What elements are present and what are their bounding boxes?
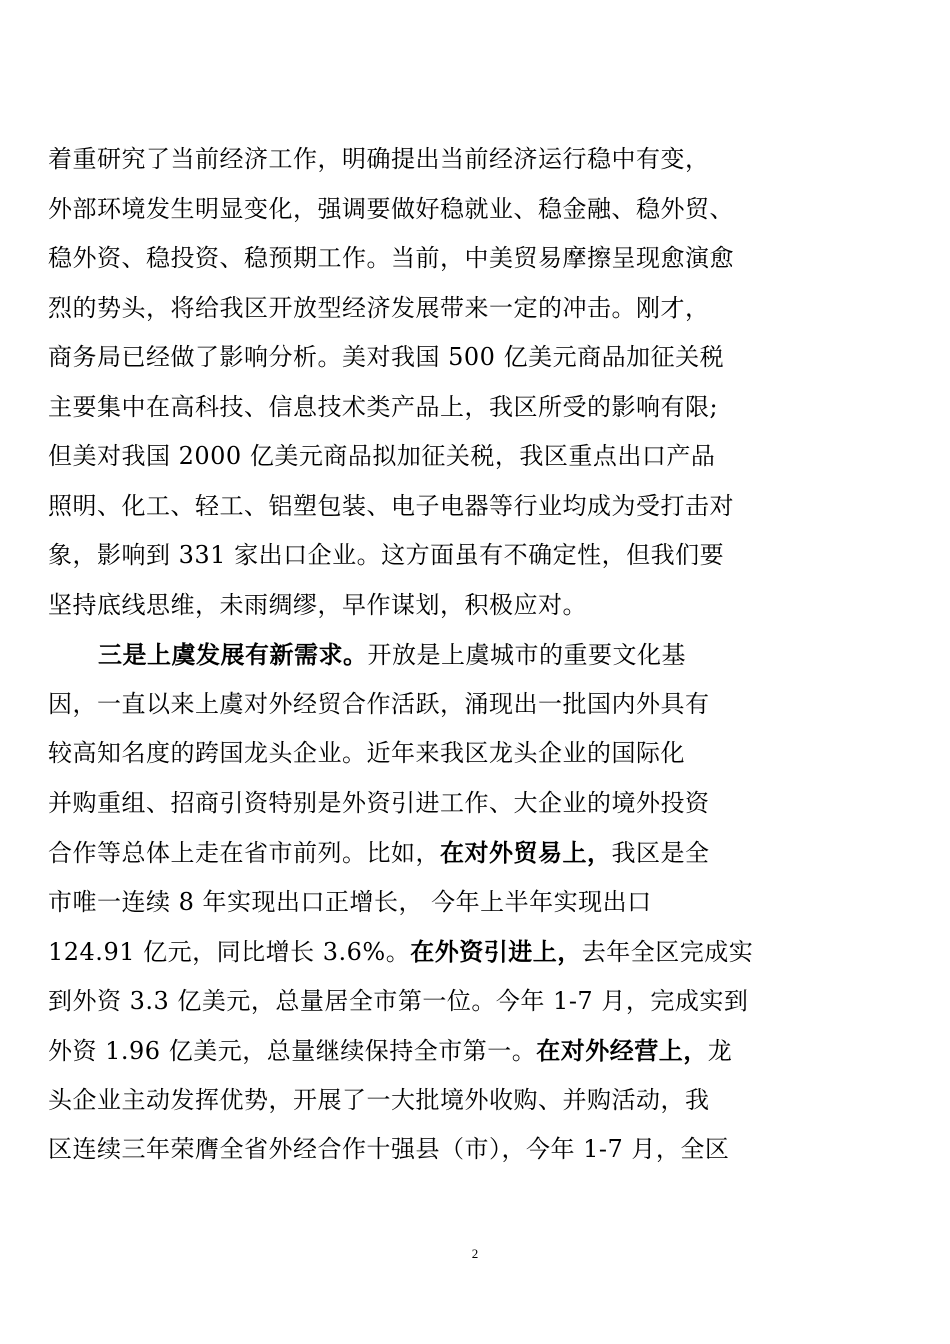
text-line <box>48 581 738 631</box>
text-segment: 去年全区完成实 <box>581 938 754 966</box>
bold-text-segment: 三是上虞发展有新需求。 <box>98 640 368 669</box>
text-line <box>48 1026 738 1076</box>
bold-text-segment: 在外资引进上， <box>410 937 582 966</box>
text-segment: 区连续三年荣膺全省外经合作十强县（市），今年 1-7 月，全区 <box>48 1135 730 1163</box>
text-segment: 稳外资、稳投资、稳预期工作。当前，中美贸易摩擦呈现愈演愈 <box>48 244 734 272</box>
text-segment: 主要集中在高科技、信息技术类产品上，我区所受的影响有限; <box>48 392 719 421</box>
text-line <box>48 1125 738 1175</box>
page-number: 2 <box>471 1246 479 1261</box>
text-line <box>48 729 738 779</box>
text-segment: 较高知名度的跨国龙头企业。近年来我区龙头企业的国际化 <box>48 739 685 767</box>
text-segment: 坚持底线思维，未雨绸缪，早作谋划，积极应对。 <box>48 590 587 619</box>
text-line <box>48 779 738 829</box>
bold-text-segment: 在对外贸易上， <box>440 838 612 867</box>
text-segment: 烈的势头，将给我区开放型经济发展带来一定的冲击。刚才， <box>48 293 710 322</box>
text-line <box>48 432 738 482</box>
text-line <box>48 878 738 928</box>
text-segment: 开放是上虞城市的重要文化基 <box>367 641 686 669</box>
text-line <box>48 531 738 581</box>
text-segment: 外部环境发生明显变化，强调要做好稳就业、稳金融、稳外贸、 <box>48 194 734 223</box>
text-segment: 合作等总体上走在省市前列。比如， <box>48 839 440 867</box>
text-line <box>48 284 738 334</box>
text-line <box>48 680 738 730</box>
text-line <box>48 828 738 878</box>
text-segment: 并购重组、招商引资特别是外资引进工作、大企业的境外投资 <box>48 788 710 817</box>
text-line <box>48 383 738 433</box>
text-segment: 照明、化工、轻工、铝塑包装、电子电器等行业均成为受打击对 <box>48 491 734 520</box>
text-line <box>48 482 738 532</box>
text-segment: 商务局已经做了影响分析。美对我国 500 亿美元商品加征关税 <box>48 343 725 371</box>
text-line <box>48 135 738 185</box>
text-line <box>48 630 738 680</box>
text-segment: 到外资 3.3 亿美元，总量居全市第一位。今年 1-7 月，完成实到 <box>48 986 749 1015</box>
text-segment: 但美对我国 2000 亿美元商品拟加征关税，我区重点出口产品 <box>48 442 716 470</box>
body-text <box>48 135 754 1175</box>
text-line <box>48 977 749 1027</box>
bold-text-segment: 在对外经营上， <box>536 1036 708 1065</box>
text-line <box>48 1076 738 1126</box>
text-line <box>48 185 738 235</box>
text-line <box>48 234 738 284</box>
text-segment: 外资 1.96 亿美元，总量继续保持全市第一。 <box>48 1037 537 1065</box>
text-line <box>48 333 738 383</box>
text-segment: 市唯一连续 8 年实现出口正增长， 今年上半年实现出口 <box>48 887 652 916</box>
text-segment: 龙 <box>707 1037 733 1065</box>
text-segment: 我区是全 <box>611 839 710 867</box>
text-segment: 因，一直以来上虞对外经贸合作活跃，涌现出一批国内外具有 <box>48 689 710 718</box>
text-segment: 象，影响到 331 家出口企业。这方面虽有不确定性，但我们要 <box>48 541 725 569</box>
text-segment: 着重研究了当前经济工作，明确提出当前经济运行稳中有变， <box>48 145 710 173</box>
text-segment: 124.91 亿元，同比增长 3.6%。 <box>48 938 411 966</box>
text-line <box>48 927 754 977</box>
text-segment: 头企业主动发挥优势，开展了一大批境外收购、并购活动，我 <box>48 1085 710 1114</box>
